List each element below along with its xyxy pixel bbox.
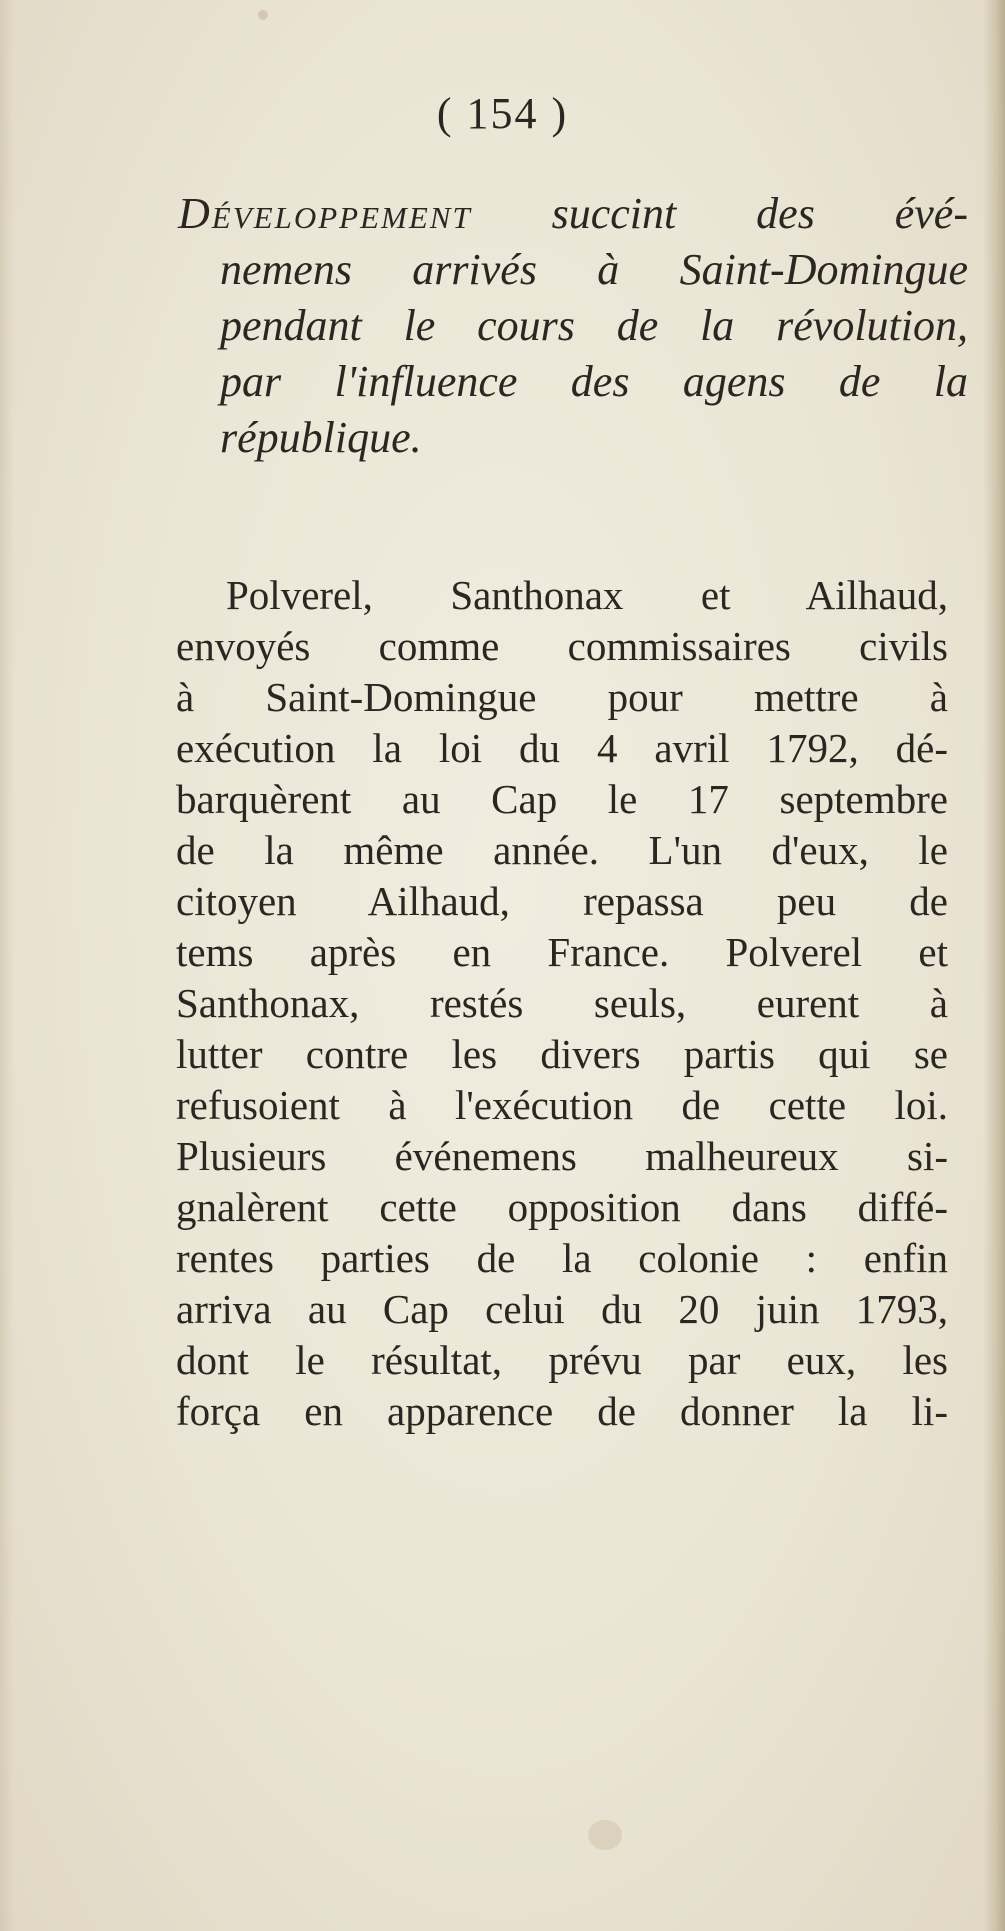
text-line: rentes parties de la colonie : enfin xyxy=(176,1235,948,1281)
text-line: refusoient à l'exécution de cette loi. xyxy=(176,1082,948,1128)
paper-stain xyxy=(258,10,268,20)
heading-line: pendant le cours de la révolution, xyxy=(220,301,968,350)
text-line: citoyen Ailhaud, repassa peu de xyxy=(176,878,948,924)
text-line: à Saint-Domingue pour mettre à xyxy=(176,674,948,720)
text-line: Polverel, Santhonax et Ailhaud, xyxy=(226,572,948,618)
text-line: lutter contre les divers partis qui se xyxy=(176,1031,948,1077)
heading-line: république. xyxy=(220,413,422,462)
text-line: Santhonax, restés seuls, eurent à xyxy=(176,980,948,1026)
page-gutter-shadow xyxy=(983,0,1005,1931)
text-line: Plusieurs événemens malheureux si- xyxy=(176,1133,948,1179)
page-number: ( 154 ) xyxy=(436,89,569,138)
text-line: arriva au Cap celui du 20 juin 1793, xyxy=(176,1286,948,1332)
text-line: exécution la loi du 4 avril 1792, dé- xyxy=(176,725,948,771)
text-line: dont le résultat, prévu par eux, les xyxy=(176,1337,948,1383)
text-line: envoyés comme commissaires civils xyxy=(176,623,948,669)
heading-line: par l'influence des agens de la xyxy=(220,357,968,406)
section-heading xyxy=(178,186,968,466)
text-line: de la même année. L'un d'eux, le xyxy=(176,827,948,873)
paper-stain xyxy=(588,1820,622,1850)
body-paragraph xyxy=(176,570,948,1437)
heading-lead-word: Développement xyxy=(178,189,472,238)
text-line: tems après en France. Polverel et xyxy=(176,929,948,975)
text-line: força en apparence de donner la li- xyxy=(176,1388,948,1434)
heading-line: Développement succint des évé- xyxy=(178,189,968,238)
text-line: barquèrent au Cap le 17 septembre xyxy=(176,776,948,822)
page-edge-shadow xyxy=(0,0,14,1931)
text-line: gnalèrent cette opposition dans diffé- xyxy=(176,1184,948,1230)
heading-line: nemens arrivés à Saint-Domingue xyxy=(220,245,968,294)
